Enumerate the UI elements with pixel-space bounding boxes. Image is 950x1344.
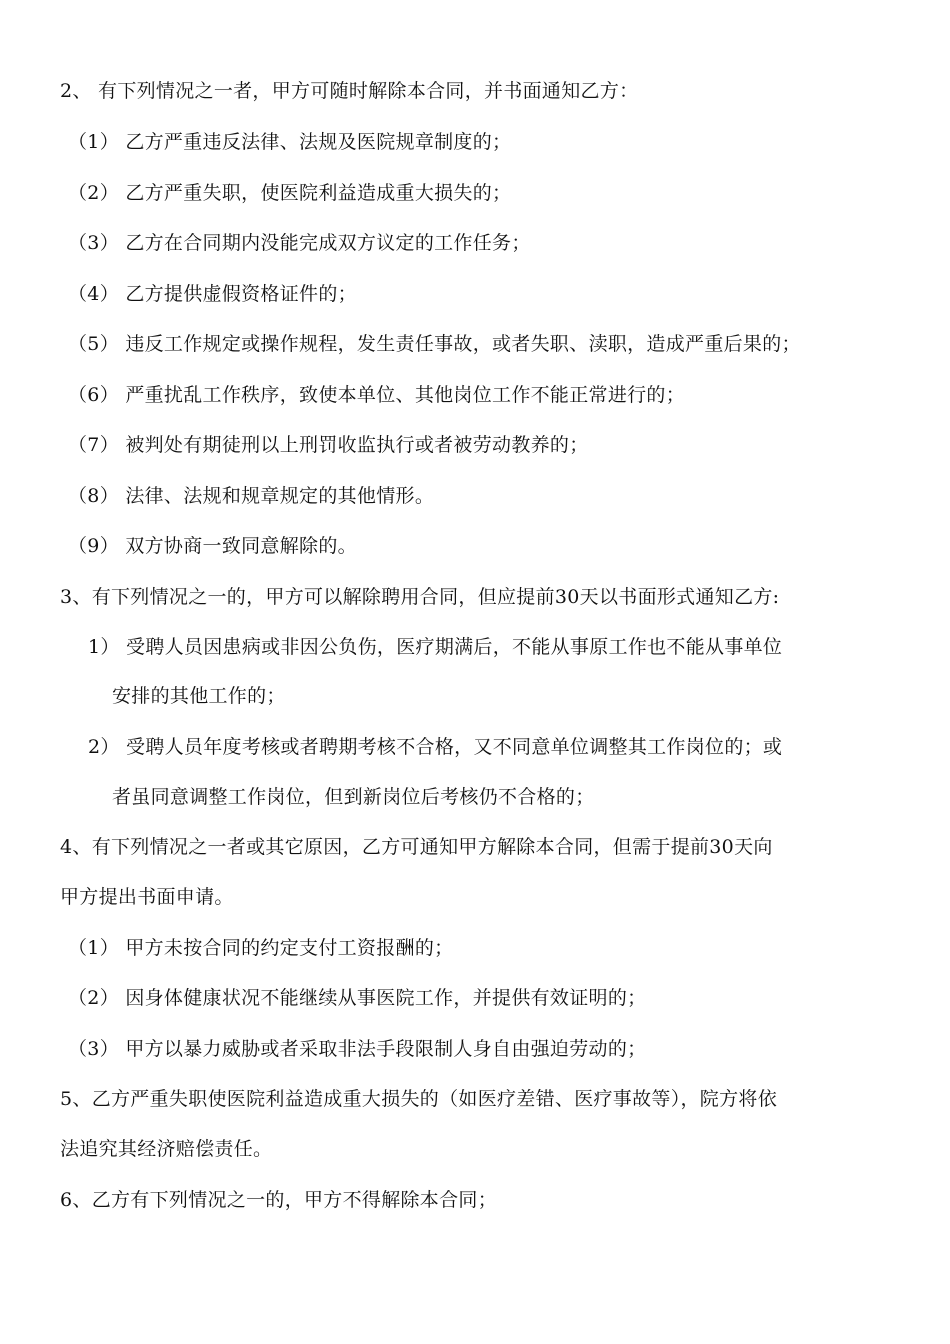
clause-2-item-3: （3） 乙方在合同期内没能完成双方议定的工作任务； bbox=[68, 232, 531, 254]
clause-4-heading-line-2: 甲方提出书面申请。 bbox=[60, 886, 234, 908]
clause-4-item-3: （3） 甲方以暴力威胁或者采取非法手段限制人身自由强迫劳动的； bbox=[68, 1038, 647, 1060]
clause-4-item-2: （2） 因身体健康状况不能继续从事医院工作，并提供有效证明的； bbox=[68, 987, 647, 1009]
clause-4-item-1: （1） 甲方未按合同的约定支付工资报酬的； bbox=[68, 937, 454, 959]
clause-2-item-8: （8） 法律、法规和规章规定的其他情形。 bbox=[68, 485, 435, 507]
clause-5-line-1: 5、乙方严重失职使医院利益造成重大损失的（如医疗差错、医疗事故等），院方将依 bbox=[60, 1088, 777, 1110]
clause-6-heading: 6、乙方有下列情况之一的，甲方不得解除本合同； bbox=[60, 1189, 497, 1211]
clause-3-item-1-line-1: 1） 受聘人员因患病或非因公负伤，医疗期满后，不能从事原工作也不能从事单位 bbox=[88, 636, 783, 658]
clause-3-item-2-line-1: 2） 受聘人员年度考核或者聘期考核不合格，又不同意单位调整其工作岗位的；或 bbox=[88, 736, 783, 758]
clause-2-item-9: （9） 双方协商一致同意解除的。 bbox=[68, 535, 357, 557]
clause-2-item-6: （6） 严重扰乱工作秩序，致使本单位、其他岗位工作不能正常进行的； bbox=[68, 384, 686, 406]
clause-2-item-1: （1） 乙方严重违反法律、法规及医院规章制度的； bbox=[68, 131, 512, 153]
clause-2-item-2: （2） 乙方严重失职，使医院利益造成重大损失的； bbox=[68, 182, 512, 204]
clause-3-item-1-line-2: 安排的其他工作的； bbox=[112, 685, 286, 707]
clause-2-heading: 2、 有下列情况之一者，甲方可随时解除本合同，并书面通知乙方： bbox=[60, 80, 639, 102]
clause-4-heading-line-1: 4、有下列情况之一者或其它原因，乙方可通知甲方解除本合同，但需于提前30天向 bbox=[60, 836, 773, 858]
clause-2-item-7: （7） 被判处有期徒刑以上刑罚收监执行或者被劳动教养的； bbox=[68, 434, 589, 456]
clause-5-line-2: 法追究其经济赔偿责任。 bbox=[60, 1138, 273, 1160]
clause-3-item-2-line-2: 者虽同意调整工作岗位，但到新岗位后考核仍不合格的； bbox=[112, 786, 595, 808]
clause-2-item-5: （5） 违反工作规定或操作规程，发生责任事故，或者失职、渎职，造成严重后果的； bbox=[68, 333, 801, 355]
clause-2-item-4: （4） 乙方提供虚假资格证件的； bbox=[68, 283, 357, 305]
clause-3-heading: 3、有下列情况之一的，甲方可以解除聘用合同，但应提前30天以书面形式通知乙方: bbox=[60, 586, 780, 608]
